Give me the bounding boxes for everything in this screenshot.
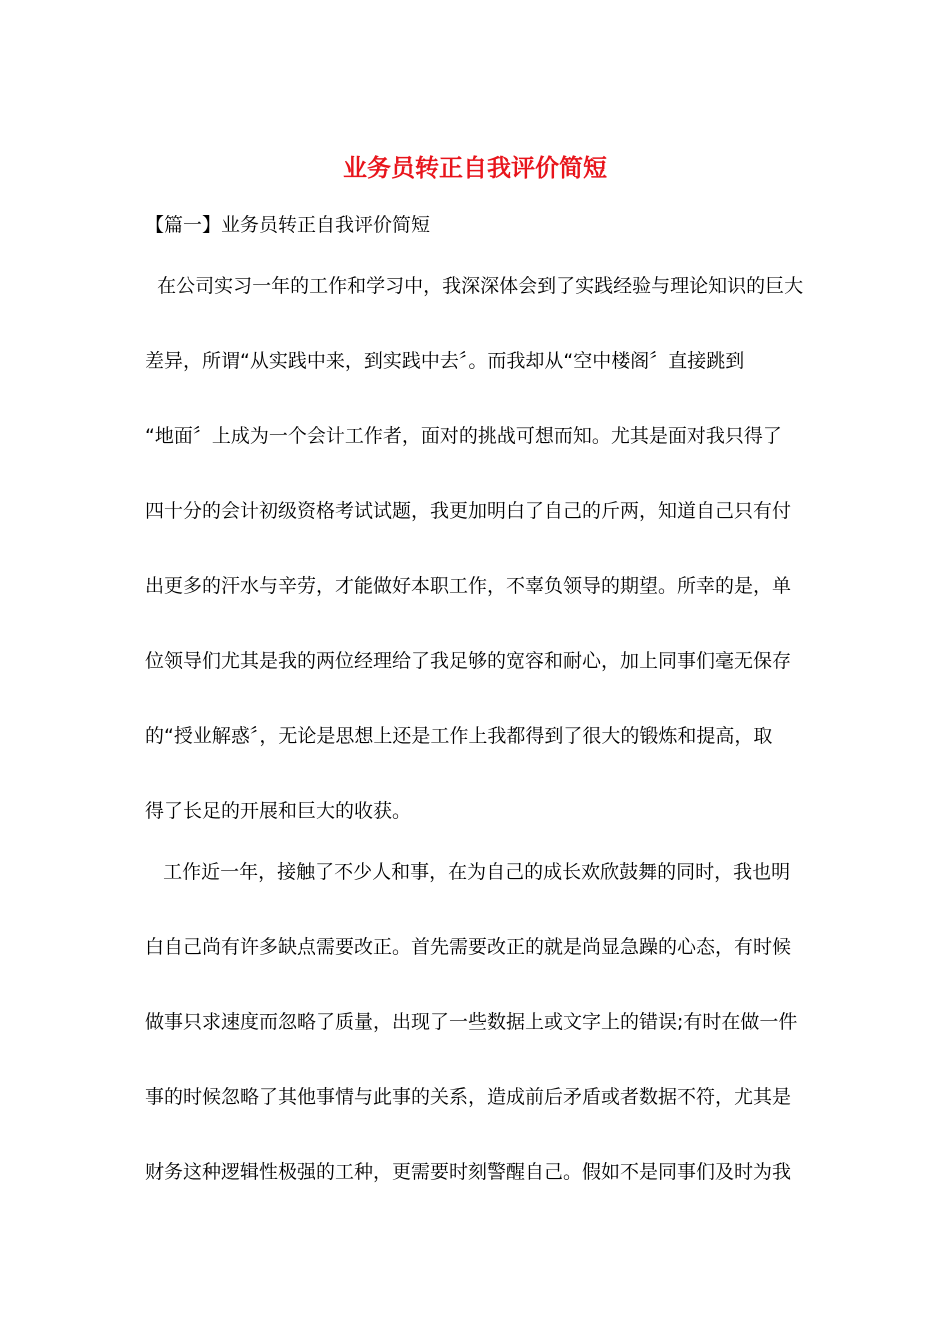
document-title: 业务员转正自我评价简短 [343, 153, 607, 182]
paragraph-line: 工作近一年，接触了不少人和事，在为自己的成长欢欣鼓舞的同时，我也明 [145, 861, 791, 883]
paragraph-line: “地面〞上成为一个会计工作者，面对的挑战可想而知。尤其是面对我只得了 [145, 425, 782, 447]
paragraph-line: 四十分的会计初级资格考试试题，我更加明白了自己的斤两，知道自己只有付 [145, 500, 792, 522]
paragraph-line: 事的时候忽略了其他事情与此事的关系，造成前后矛盾或者数据不符，尤其是 [145, 1086, 792, 1108]
paragraph-line: 出更多的汗水与辛劳，才能做好本职工作，不辜负领导的期望。所幸的是，单 [145, 575, 792, 597]
paragraph-line: 做事只求速度而忽略了质量，出现了一些数据上或文字上的错误;有时在做一件 [145, 1011, 798, 1033]
paragraph-line: 的“授业解惑〞，无论是思想上还是工作上我都得到了很大的锻炼和提高，取 [145, 725, 773, 747]
paragraph-line: 位领导们尤其是我的两位经理给了我足够的宽容和耐心，加上同事们毫无保存 [145, 650, 792, 672]
paragraph-line: 白自己尚有许多缺点需要改正。首先需要改正的就是尚显急躁的心态，有时候 [145, 936, 792, 958]
paragraph-line: 差异，所谓“从实践中来，到实践中去〞。而我却从“空中楼阁〞直接跳到 [145, 350, 745, 372]
section-heading: 【篇一】业务员转正自我评价简短 [145, 214, 431, 236]
paragraph-line: 财务这种逻辑性极强的工种，更需要时刻警醒自己。假如不是同事们及时为我 [145, 1161, 792, 1183]
paragraph-line: 得了长足的开展和巨大的收获。 [145, 800, 412, 822]
paragraph-line: 在公司实习一年的工作和学习中，我深深体会到了实践经验与理论知识的巨大 [145, 275, 804, 297]
